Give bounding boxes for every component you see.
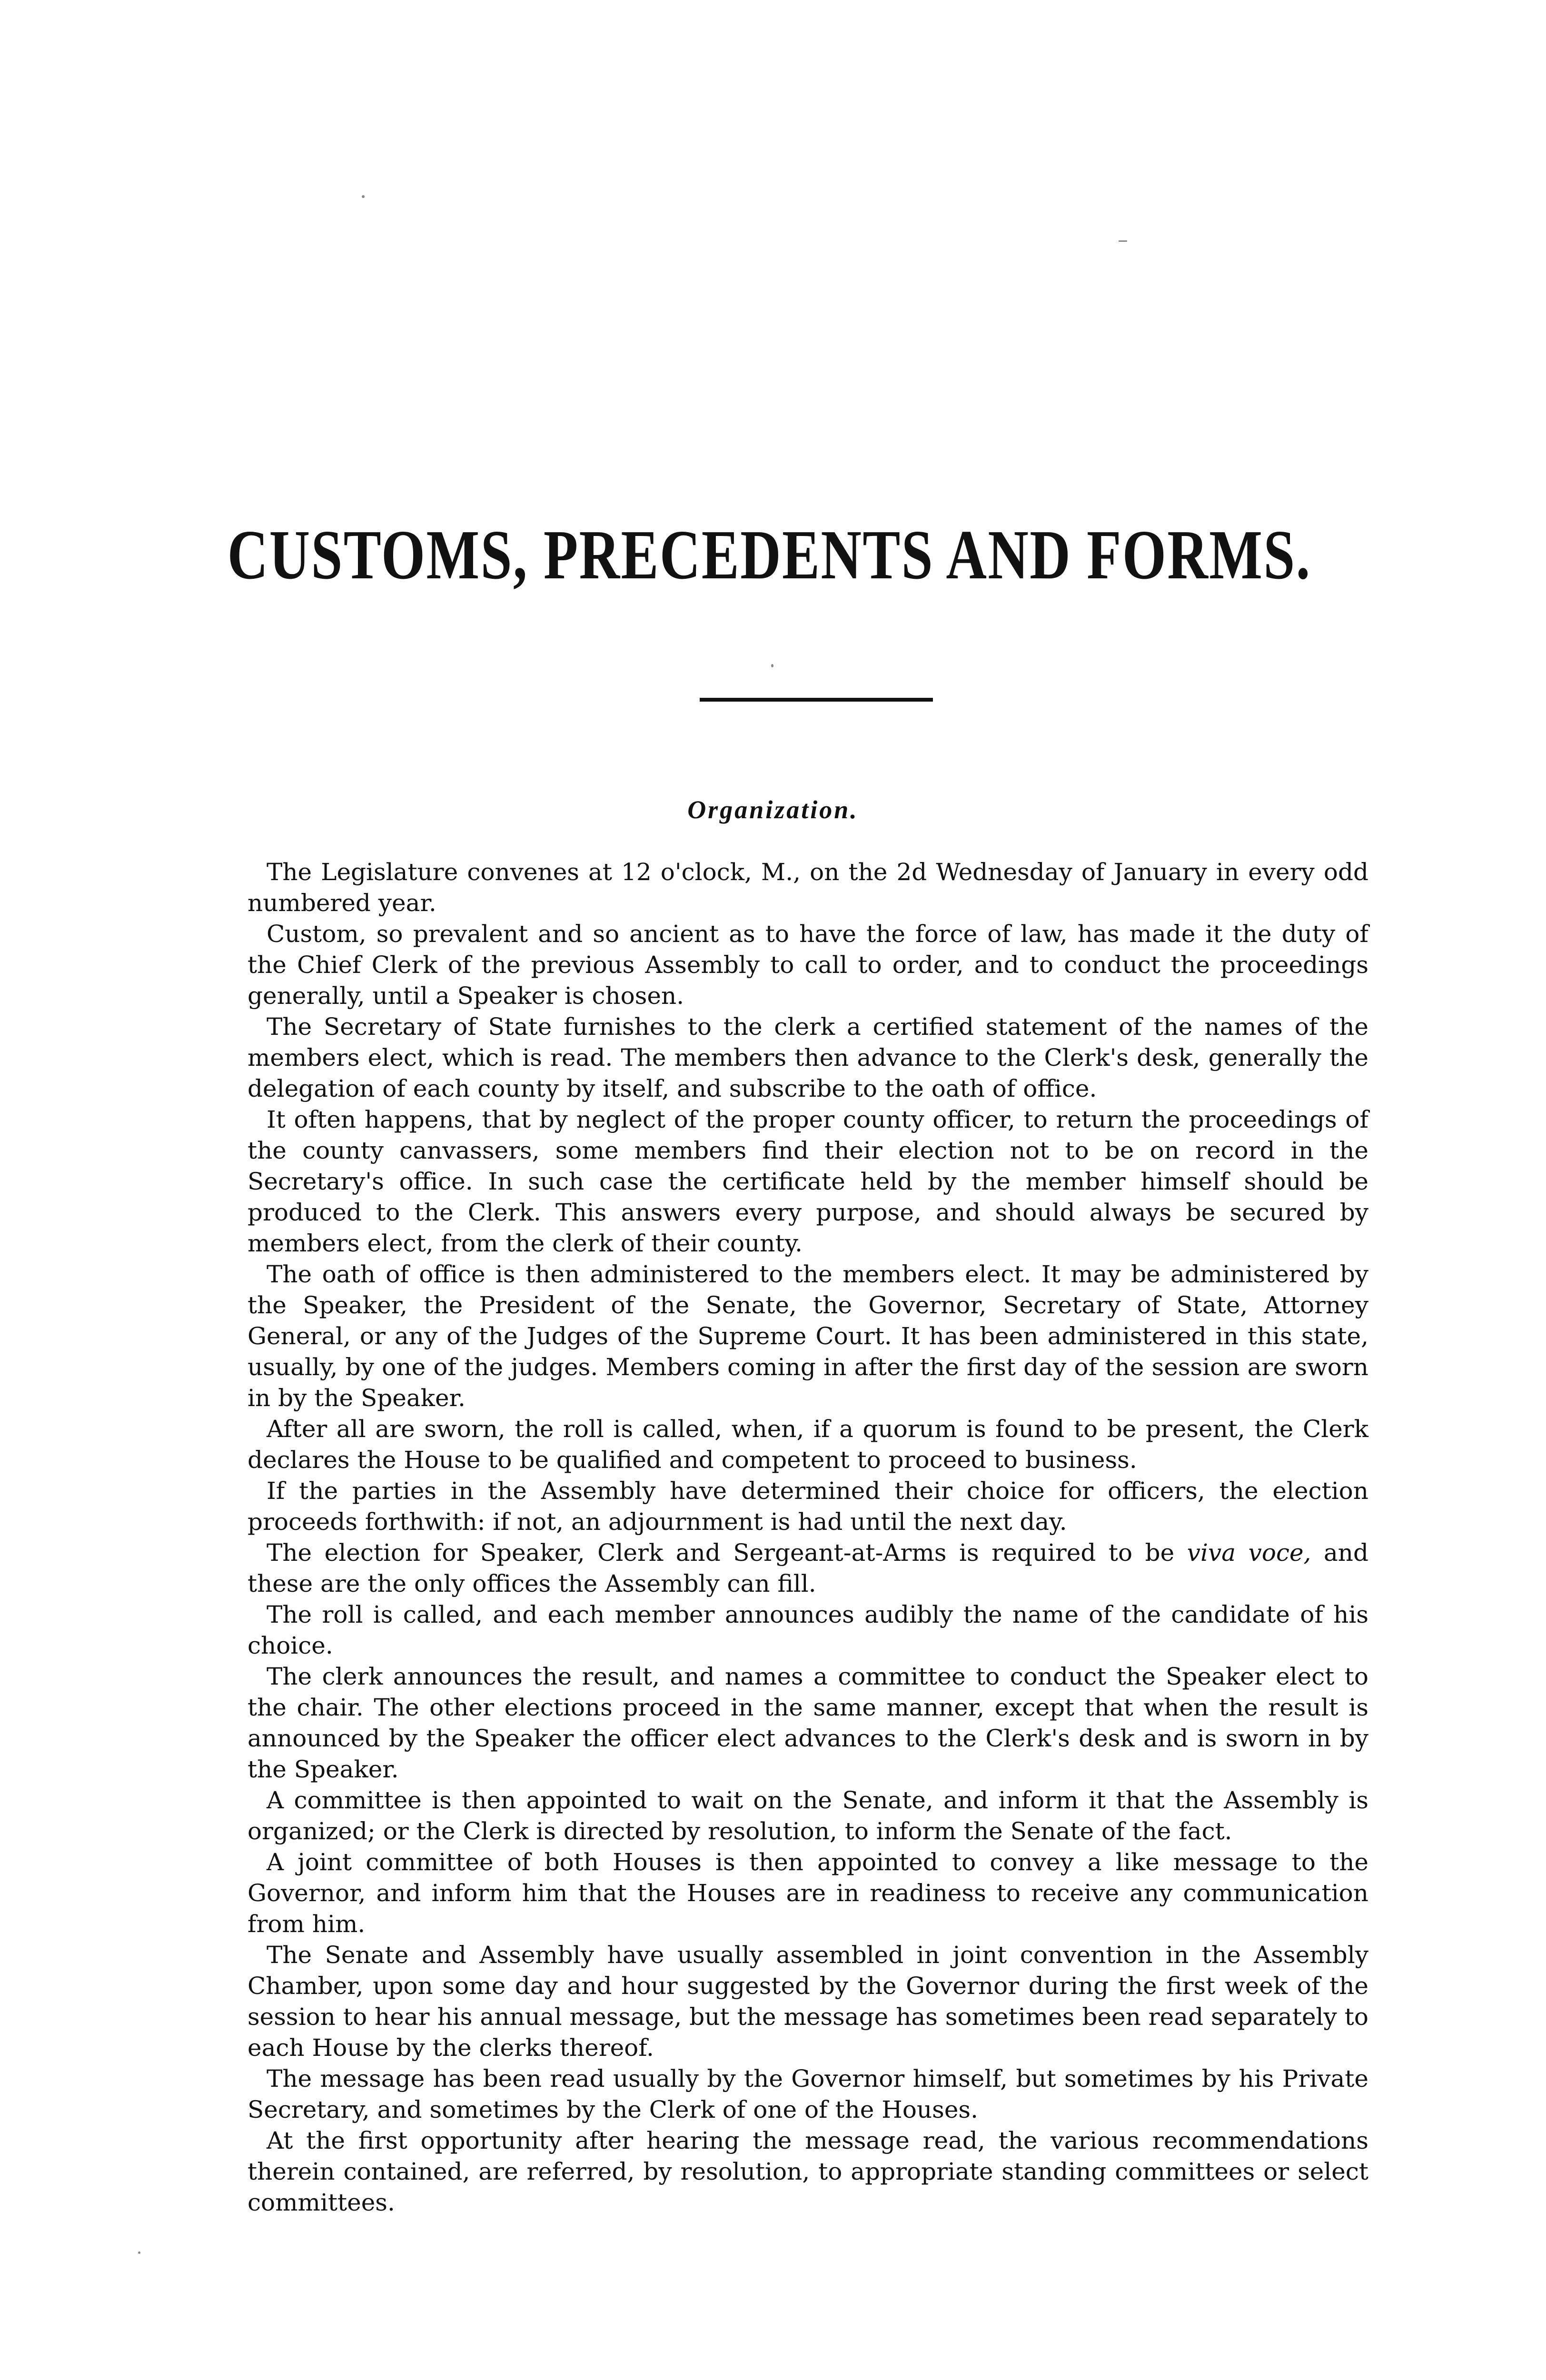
- paragraph: [248, 1537, 1368, 1599]
- page-title: CUSTOMS, PRECEDENTS AND FORMS.: [227, 516, 1311, 594]
- title-divider: [700, 698, 933, 702]
- scan-speck: [138, 2251, 140, 2254]
- paragraph: The message has been read usually by the Governor himself, but sometimes by his Private Secretary, and sometimes by the Clerk of one of the Houses.: [248, 2065, 1368, 2123]
- paragraph: The Secretary of State furnishes to the clerk a certified statement of the names of the members elect, which is read. The members then advance to the Clerk's desk, generally the delegation of each county by itself, and subscribe to the oath of office.: [248, 1013, 1368, 1102]
- scan-speck: [362, 195, 365, 198]
- body-text: [248, 857, 1368, 2218]
- paragraph: After all are sworn, the roll is called, when, if a quorum is found to be present, the Clerk declares the House to be qualified and competent to proceed to business.: [248, 1415, 1368, 1474]
- paragraph: It often happens, that by neglect of the proper county officer, to return the proceedings of the county canvassers, some members find their election not to be on record in the Secretary's office. In such case the certificate held by the member himself should be produced to the Clerk. This answers every purpose, and should always be secured by members elect, from the clerk of their county.: [248, 1106, 1368, 1257]
- paragraph: The roll is called, and each member announces audibly the name of the candidate of his choice.: [248, 1601, 1368, 1659]
- paragraph: A joint committee of both Houses is then appointed to convey a like message to the Governor, and inform him that the Houses are in readiness to receive any communication from him.: [248, 1848, 1368, 1938]
- paragraph: The oath of office is then administered to the members elect. It may be administered by the Speaker, the President of the Senate, the Governor, Secretary of State, Attorney General, or any of the Judges of the Supreme Court. It has been administered in this state, usually, by one of the judges. Members coming in after the first day of the session are sworn in by the Speaker.: [248, 1260, 1368, 1412]
- paragraph-emphasis: viva voce,: [1187, 1539, 1311, 1567]
- paragraph: Custom, so prevalent and so ancient as to have the force of law, has made it the duty of the Chief Clerk of the previous Assembly to call to order, and to conduct the proceedings generally, until a Speaker is chosen.: [248, 920, 1368, 1010]
- paragraph: The clerk announces the result, and names a committee to conduct the Speaker elect to the chair. The other elections proceed in the same manner, except that when the result is announced by the Speaker the officer elect advances to the Clerk's desk and is sworn in by the Speaker.: [248, 1663, 1368, 1783]
- scan-speck: [771, 664, 773, 667]
- paragraph-text: and these are the only offices the Assembly can fill.: [248, 1539, 1368, 1597]
- section-heading: Organization.: [687, 795, 859, 824]
- scan-speck: [1119, 240, 1127, 242]
- paragraph: A committee is then appointed to wait on the Senate, and inform it that the Assembly is organized; or the Clerk is directed by resolution, to inform the Senate of the fact.: [248, 1786, 1368, 1845]
- paragraph: The Legislature convenes at 12 o'clock, M., on the 2d Wednesday of January in every odd numbered year.: [248, 858, 1368, 917]
- paragraph: The Senate and Assembly have usually assembled in joint convention in the Assembly Chamber, upon some day and hour suggested by the Governor during the first week of the session to hear his annual message, but the message has sometimes been read separately to each House by the clerks thereof.: [248, 1941, 1368, 2062]
- paragraph: At the first opportunity after hearing the message read, the various recommendations therein contained, are referred, by resolution, to appropriate standing committees or select committees.: [248, 2127, 1368, 2216]
- paragraph-text: The election for Speaker, Clerk and Sergeant-at-Arms is required to be: [267, 1539, 1187, 1567]
- paragraph: If the parties in the Assembly have determined their choice for officers, the election proceeds forthwith: if not, an adjournment is had until the next day.: [248, 1477, 1368, 1536]
